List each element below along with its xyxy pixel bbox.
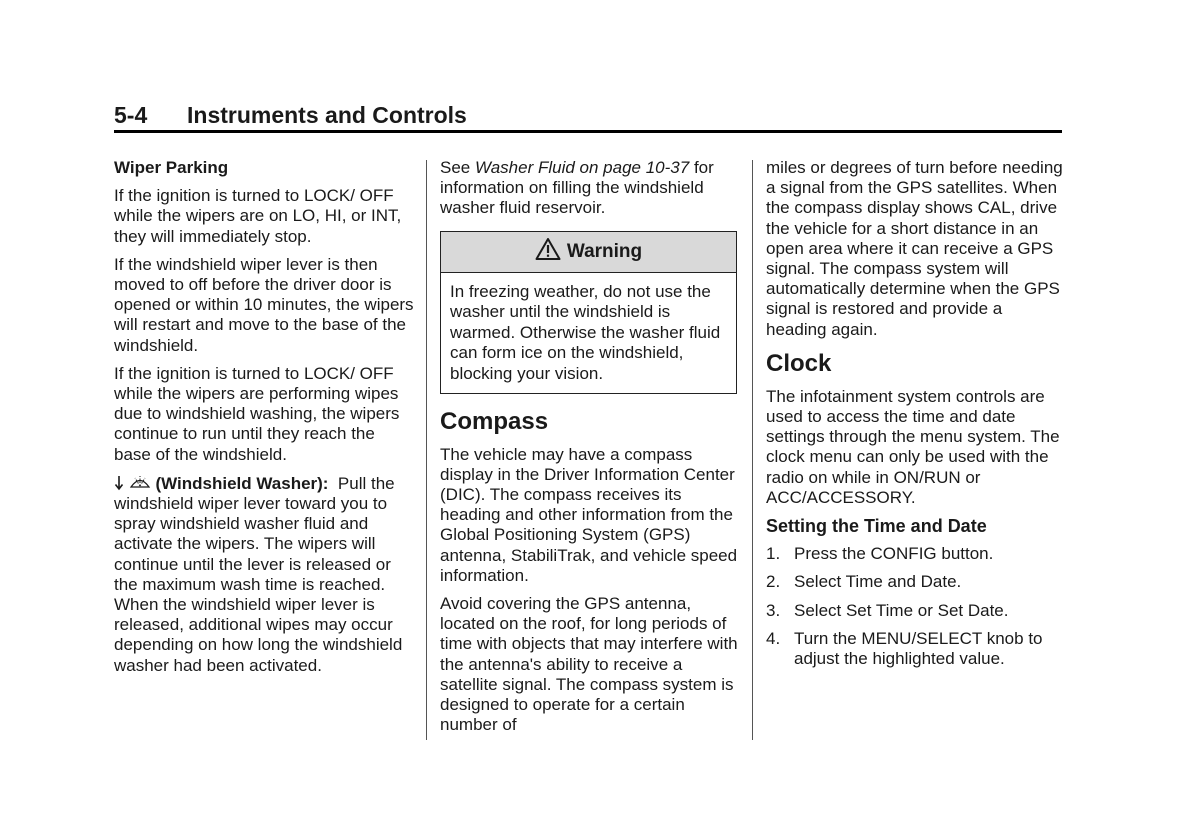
list-item xyxy=(766,544,1066,564)
see-prefix: See xyxy=(440,158,471,177)
washer-label: (Windshield Washer): xyxy=(155,473,329,493)
list-item xyxy=(766,629,1066,669)
paragraph: The infotainment system controls are used to access the time and date settings through the menu system. The clock menu can only be used with the radio on while in ON/RUN or ACC/ACCESSORY. xyxy=(766,386,1060,507)
section-title: Instruments and Controls xyxy=(187,102,467,128)
warning-triangle-icon xyxy=(535,237,567,266)
cross-reference: Washer Fluid on page 10-37 xyxy=(474,158,690,177)
step-text: Press the CONFIG button. xyxy=(794,544,994,564)
column-divider xyxy=(426,160,427,740)
step-number: 2. xyxy=(766,572,781,592)
compass-heading: Compass xyxy=(440,407,549,435)
paragraph: miles or degrees of turn before needing a signal from the GPS satellites. When the compass display shows CAL, drive the vehicle for a short distance in an open area where it can receive a GPS signal. The compass system will automatically determine when the GPS signal is restored and provide a heading again. xyxy=(766,158,1063,339)
step-text: Turn the MENU/SELECT knob to adjust the highlighted value. xyxy=(794,628,1043,669)
paragraph: If the ignition is turned to LOCK/ OFF while the wipers are performing wipes due to windshield washing, the wipers continue to run until they reach the base of the windshield. xyxy=(114,363,400,464)
page-header xyxy=(114,100,1062,133)
warning-header xyxy=(441,232,736,273)
paragraph: If the windshield wiper lever is then moved to off before the driver door is opened or within 10 minutes, the wipers will restart and move to the base of the windshield. xyxy=(114,254,414,355)
washer-text: Pull the windshield wiper lever toward you to spray windshield washer fluid and activate the wipers. The wipers will continue until the lever is released or the maximum wash time is reached. When the windshield wiper lever is released, additional wipes may occur depending on how long the windshield washer had been activated. xyxy=(114,473,403,675)
windshield-washer-icon xyxy=(129,474,151,493)
down-arrow-icon xyxy=(114,474,124,493)
see-suffix: for information on filling the windshield washer fluid reservoir. xyxy=(440,158,714,218)
step-text: Select Set Time or Set Date. xyxy=(794,600,1009,620)
washer-paragraph xyxy=(114,473,414,676)
paragraph: The vehicle may have a compass display in the Driver Information Center (DIC). The compass receives its heading and other information from the Global Positioning System (GPS) antenna, StabiliTrak, and vehicle speed information. xyxy=(440,444,738,585)
list-item xyxy=(766,601,1066,621)
paragraph: Avoid covering the GPS antenna, located on the roof, for long periods of time with objects that may interfere with the antenna's ability to receive a satellite signal. The compass system is designed to operate for a certain number of xyxy=(440,594,738,735)
see-reference-paragraph xyxy=(440,158,740,219)
setting-time-heading: Setting the Time and Date xyxy=(766,516,987,537)
step-text: Select Time and Date. xyxy=(794,572,962,592)
steps-list xyxy=(766,544,1066,669)
page-number: 5-4 xyxy=(114,102,148,128)
list-item xyxy=(766,572,1066,592)
warning-title: Warning xyxy=(566,240,643,262)
step-number: 1. xyxy=(766,544,781,564)
paragraph: If the ignition is turned to LOCK/ OFF while the wipers are on LO, HI, or INT, they will immediately stop. xyxy=(114,186,402,246)
warning-box xyxy=(440,231,737,394)
step-number: 4. xyxy=(766,628,781,648)
warning-text: In freezing weather, do not use the washer until the windshield is warmed. Otherwise the washer fluid can form ice on the windshield, blocking your vision. xyxy=(450,281,721,383)
column-1 xyxy=(114,158,414,684)
column-3 xyxy=(766,158,1066,677)
wiper-parking-heading: Wiper Parking xyxy=(114,158,229,177)
column-divider xyxy=(752,160,753,740)
clock-heading: Clock xyxy=(766,349,832,377)
column-2 xyxy=(440,158,740,743)
step-number: 3. xyxy=(766,600,781,620)
